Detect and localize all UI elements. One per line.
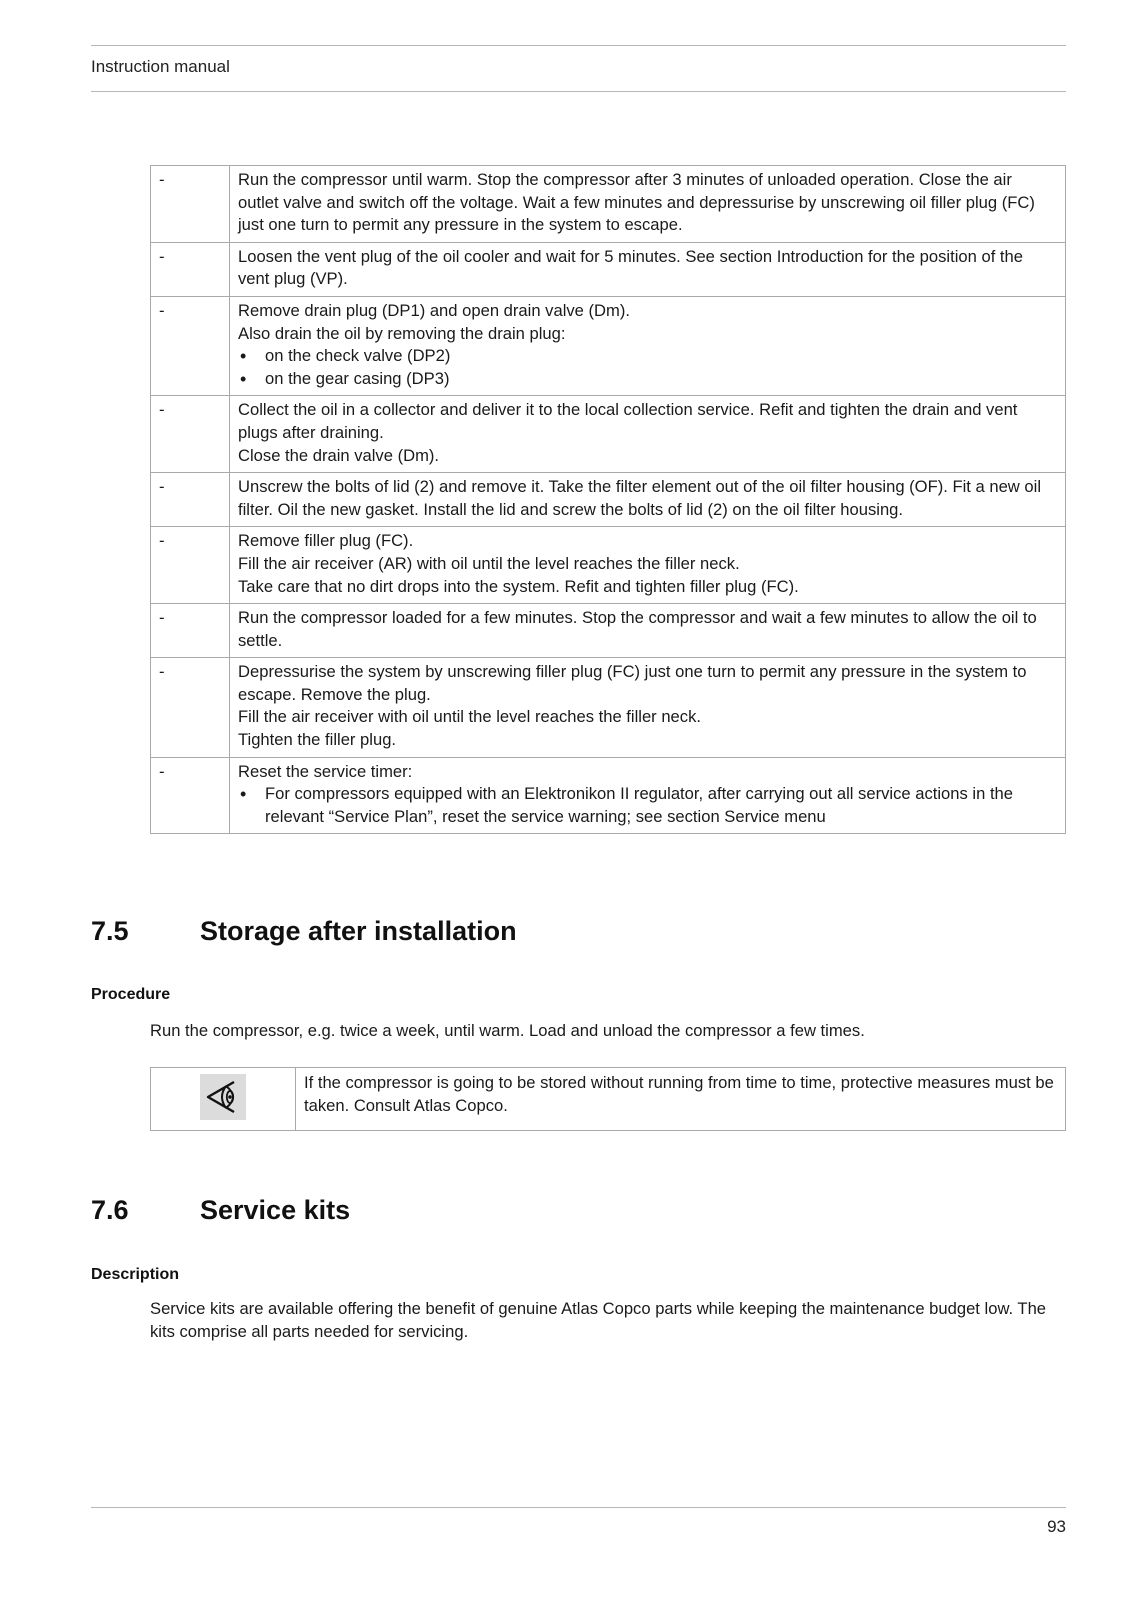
step-text bbox=[230, 396, 1066, 473]
step-text bbox=[230, 473, 1066, 527]
header-top-rule bbox=[91, 45, 1066, 46]
section-heading-storage bbox=[91, 916, 517, 947]
eye-attention-icon bbox=[200, 1074, 246, 1120]
step-text bbox=[230, 296, 1066, 395]
bullet-list bbox=[238, 345, 1057, 390]
step-line: Take care that no dirt drops into the system. Refit and tighten filler plug (FC). bbox=[238, 576, 799, 596]
section-title: Storage after installation bbox=[200, 916, 517, 946]
step-text bbox=[230, 166, 1066, 243]
section-number: 7.5 bbox=[91, 916, 129, 946]
step-marker: - bbox=[151, 658, 230, 757]
step-line: Loosen the vent plug of the oil cooler and wait for 5 minutes. See section Introduction for the position of the vent plug (VP). bbox=[238, 246, 1024, 289]
subheading-procedure: Procedure bbox=[91, 986, 171, 1003]
bullet-item: • on the gear casing (DP3) bbox=[238, 368, 1057, 391]
step-text bbox=[230, 527, 1066, 604]
step-line: Fill the air receiver with oil until the level reaches the filler neck. bbox=[238, 707, 701, 727]
step-line: Fill the air receiver (AR) with oil until the level reaches the filler neck. bbox=[238, 553, 740, 573]
step-line: Remove drain plug (DP1) and open drain valve (Dm). bbox=[238, 300, 630, 320]
step-row bbox=[151, 166, 1066, 243]
section-title: Service kits bbox=[200, 1195, 351, 1225]
step-marker: - bbox=[151, 296, 230, 395]
step-line: Also drain the oil by removing the drain plug: bbox=[238, 323, 566, 343]
step-row bbox=[151, 604, 1066, 658]
page-number: 93 bbox=[1047, 1517, 1066, 1536]
step-row bbox=[151, 242, 1066, 296]
note-text: If the compressor is going to be stored without running from time to time, protective measures must be taken. Consult Atlas Copco. bbox=[296, 1068, 1066, 1131]
attention-note bbox=[150, 1067, 1066, 1131]
bullet-item: • on the check valve (DP2) bbox=[238, 345, 1057, 368]
step-marker: - bbox=[151, 473, 230, 527]
subheading-description: Description bbox=[91, 1266, 180, 1283]
step-row bbox=[151, 296, 1066, 395]
step-line: Reset the service timer: bbox=[238, 761, 413, 781]
procedure-paragraph: Run the compressor, e.g. twice a week, until warm. Load and unload the compressor a few times. bbox=[150, 1021, 865, 1040]
step-marker: - bbox=[151, 396, 230, 473]
step-row bbox=[151, 396, 1066, 473]
step-marker: - bbox=[151, 604, 230, 658]
step-marker: - bbox=[151, 757, 230, 834]
step-marker: - bbox=[151, 166, 230, 243]
step-text bbox=[230, 658, 1066, 757]
service-kits-paragraph: Service kits are available offering the benefit of genuine Atlas Copco parts while keeping the maintenance budget low. The kits comprise all parts needed for servicing. bbox=[150, 1299, 1047, 1341]
step-text bbox=[230, 604, 1066, 658]
bullet-item: • For compressors equipped with an Elektronikon II regulator, after carrying out all service actions in the relevant “Service Plan”, reset the service warning; see section Service menu bbox=[238, 783, 1057, 828]
step-row bbox=[151, 527, 1066, 604]
procedure-steps-table bbox=[150, 165, 1066, 834]
step-line: Unscrew the bolts of lid (2) and remove it. Take the filter element out of the oil filter housing (OF). Fit a new oil filter. Oil the new gasket. Install the lid and screw the bolts of lid (2) on the oil filter housing. bbox=[238, 477, 1042, 519]
step-row bbox=[151, 473, 1066, 527]
note-icon-cell bbox=[151, 1068, 296, 1131]
step-line: Run the compressor loaded for a few minutes. Stop the compressor and wait a few minutes to allow the oil to settle. bbox=[238, 608, 1037, 650]
section-number: 7.6 bbox=[91, 1195, 129, 1225]
step-line: Tighten the filler plug. bbox=[238, 730, 397, 750]
step-line: Depressurise the system by unscrewing filler plug (FC) just one turn to permit any pressure in the system to escape. Remove the plug. bbox=[238, 662, 1027, 704]
step-marker: - bbox=[151, 527, 230, 604]
section-heading-service-kits bbox=[91, 1195, 350, 1226]
step-line: Run the compressor until warm. Stop the compressor after 3 minutes of unloaded operation. Close the air outlet valve and switch off the voltage. Wait a few minutes and depressurise by unscrewing oil filler plug (FC) just one turn to permit any pressure in the system to escape. bbox=[238, 170, 1035, 235]
step-row bbox=[151, 658, 1066, 757]
step-text bbox=[230, 242, 1066, 296]
step-line: Collect the oil in a collector and deliver it to the local collection service. Refit and tighten the drain and vent plugs after draining. bbox=[238, 400, 1018, 442]
header-title: Instruction manual bbox=[91, 57, 230, 76]
step-text bbox=[230, 757, 1066, 834]
bullet-list bbox=[238, 783, 1057, 828]
step-marker: - bbox=[151, 242, 230, 296]
step-line: Remove filler plug (FC). bbox=[238, 531, 414, 551]
header-bottom-rule bbox=[91, 91, 1066, 92]
step-line: Close the drain valve (Dm). bbox=[238, 445, 440, 465]
footer-rule bbox=[91, 1507, 1066, 1508]
step-row bbox=[151, 757, 1066, 834]
